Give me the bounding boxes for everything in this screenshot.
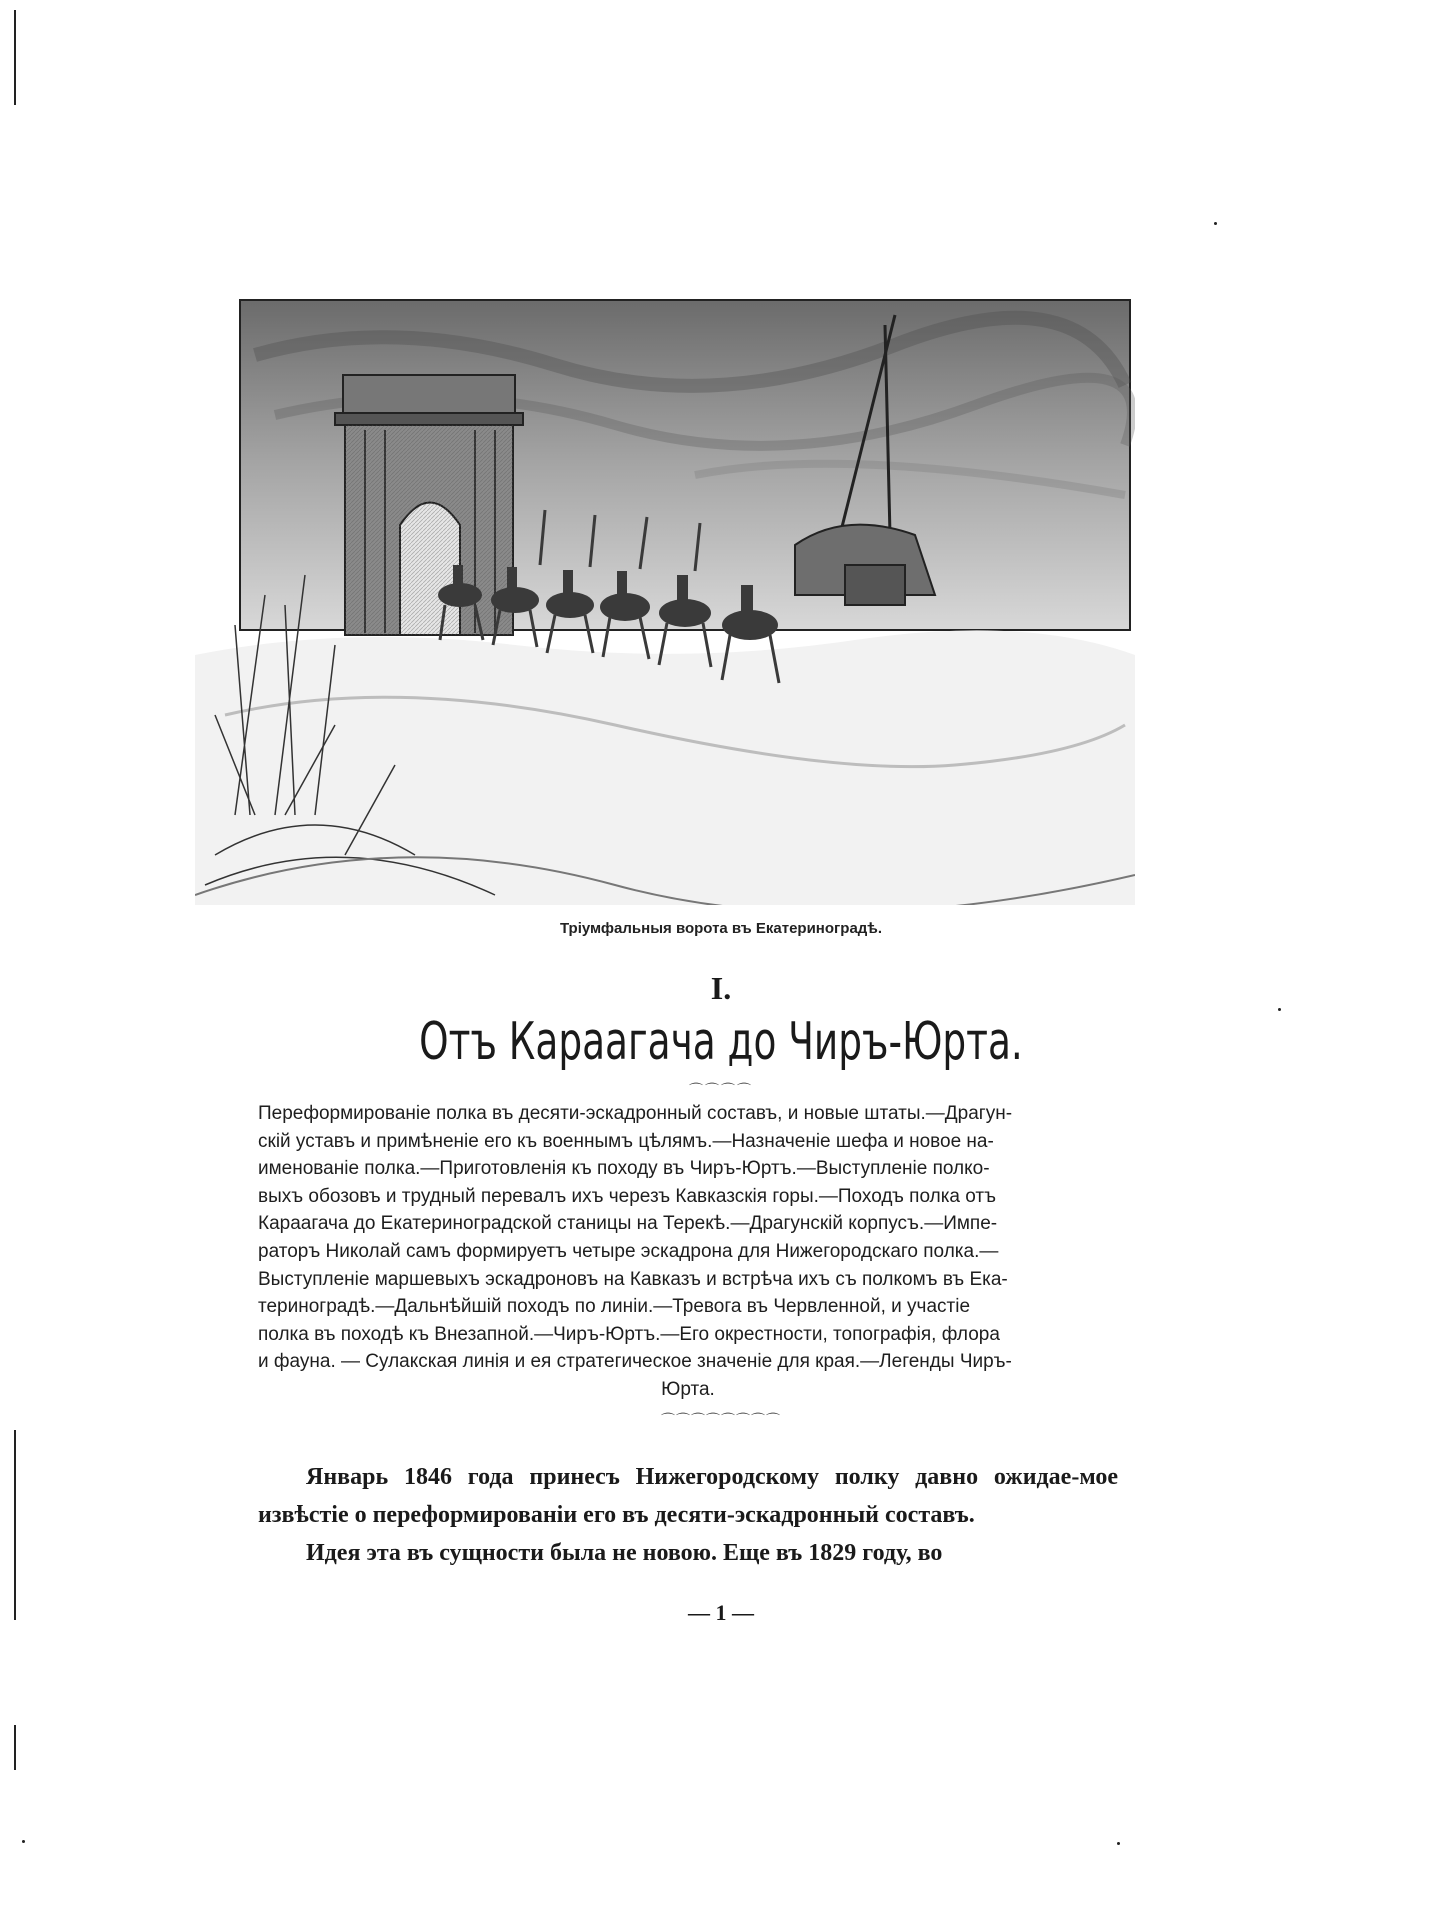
- chapter-summary: [258, 1100, 1118, 1404]
- summary-line: Переформированіе полка въ десяти-эскадронный составъ, и новые штаты.—Драгун-: [258, 1103, 1013, 1124]
- summary-line: именованіе полка.—Приготовленія къ походу въ Чиръ-Юртъ.—Выступленіе полко-: [258, 1158, 990, 1180]
- triumphal-arch-illustration: [195, 295, 1135, 905]
- ornament-divider-bottom: ⌒⌒⌒⌒⌒⌒⌒⌒: [661, 1413, 781, 1429]
- body-paragraph: Январь 1846 года принесъ Нижегородскому полку давно ожидае-мое извѣстіе о переформированіи его въ десяти-эскадронный составъ.: [258, 1464, 1118, 1528]
- left-margin-line-mid: [14, 1430, 16, 1620]
- summary-line: Выступленіе маршевыхъ эскадроновъ на Кавказъ и встрѣча ихъ съ полкомъ въ Ека-: [258, 1268, 1008, 1290]
- left-margin-line-top: [14, 10, 16, 105]
- left-margin-line-bottom: [14, 1725, 16, 1770]
- chapter-numeral: I.: [710, 970, 732, 1006]
- summary-line: Караагача до Екатериноградской станицы на Терекѣ.—Драгунскій корпусъ.—Импе-: [258, 1213, 998, 1235]
- hut: [795, 525, 935, 605]
- summary-line: раторъ Николай самъ формируетъ четыре эскадрона для Нижегородскаго полка.—: [258, 1240, 999, 1262]
- summary-line: скій уставъ и примѣненіе его къ военнымъ цѣлямъ.—Назначеніе шефа и новое на-: [258, 1130, 994, 1152]
- illustration-caption: Тріумфальныя ворота въ Екатериноградѣ.: [559, 920, 883, 937]
- scan-speck: [1278, 1008, 1281, 1011]
- summary-line: териноградѣ.—Дальнѣйшій походъ по линіи.—Тревога въ Червленной, и участіе: [258, 1296, 971, 1318]
- summary-line: Юрта.: [661, 1378, 715, 1400]
- summary-line: выхъ обозовъ и трудный перевалъ ихъ черезъ Кавказскія горы.—Походъ полка отъ: [258, 1185, 996, 1207]
- chapter-title: Отъ Караагача до Чиръ-Юрта.: [419, 1012, 1023, 1072]
- scan-speck: [22, 1840, 25, 1843]
- page-number: — 1 —: [688, 1600, 754, 1625]
- summary-line: и фауна. — Сулакская линія и ея стратегическое значеніе для края.—Легенды Чиръ-: [258, 1351, 1012, 1373]
- summary-line: полка въ походѣ къ Внезапной.—Чиръ-Юртъ.—Его окрестности, топографія, флора: [258, 1323, 1000, 1345]
- ornament-divider-top: ⌒⌒⌒⌒: [689, 1083, 753, 1099]
- scan-speck: [1117, 1842, 1120, 1845]
- body-paragraph: Идея эта въ сущности была не новою. Еще въ 1829 году, во: [306, 1540, 943, 1566]
- body-text: [258, 1458, 1118, 1572]
- scan-speck: [1214, 222, 1217, 225]
